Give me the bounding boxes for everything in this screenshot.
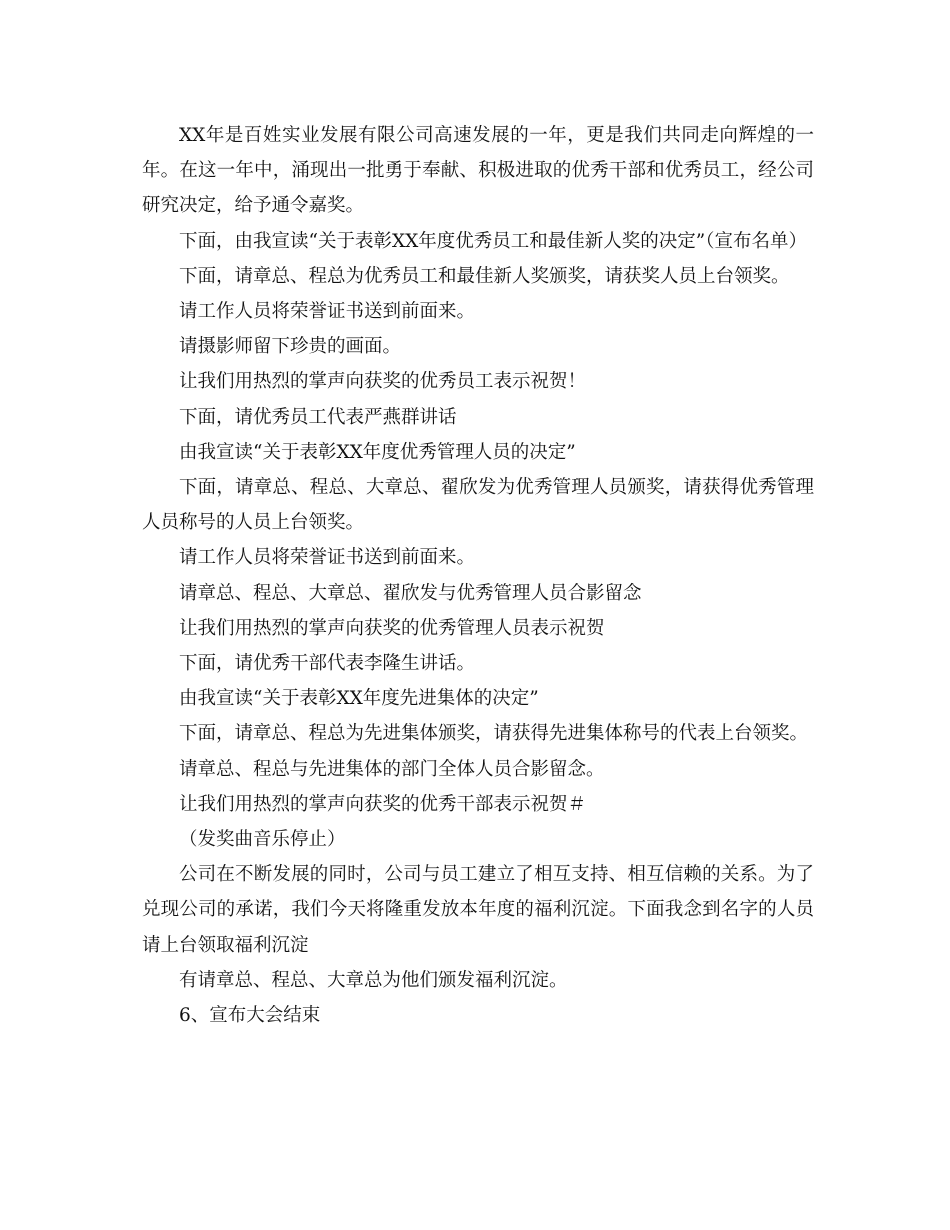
paragraph: 下面，请章总、程总为优秀员工和最佳新人奖颁奖，请获奖人员上台领奖。 — [179, 265, 790, 287]
paragraph: 由我宣读“关于表彰XX年度优秀管理人员的决定” — [179, 441, 576, 463]
paragraph: 让我们用热烈的掌声向获奖的优秀管理人员表示祝贺 — [179, 617, 605, 639]
paragraph: 公司在不断发展的同时，公司与员工建立了相互支持、相互信赖的关系。为了兑现公司的承诺，我们今天将隆重发放本年度的福利沉淀。下面我念到名字的人员请上台领取福利沉淀 — [142, 864, 814, 956]
paragraph: 请章总、程总、大章总、翟欣发与优秀管理人员合影留念 — [179, 582, 642, 604]
paragraph: 下面，由我宣读“关于表彰XX年度优秀员工和最佳新人奖的决定”（宣布名单） — [179, 230, 808, 252]
paragraph: 有请章总、程总、大章总为他们颁发福利沉淀。 — [179, 969, 568, 991]
paragraph: 让我们用热烈的掌声向获奖的优秀员工表示祝贺！ — [179, 371, 587, 393]
paragraph: 请工作人员将荣誉证书送到前面来。 — [179, 547, 476, 569]
paragraph: 下面，请章总、程总、大章总、翟欣发为优秀管理人员颁奖，请获得优秀管理人员称号的人员上台领奖。 — [142, 477, 814, 534]
document-body — [142, 118, 814, 1033]
paragraph: 下面，请优秀员工代表严燕群讲话 — [179, 406, 457, 428]
paragraph: 下面，请章总、程总为先进集体颁奖，请获得先进集体称号的代表上台领奖。 — [179, 723, 809, 745]
paragraph: XX年是百姓实业发展有限公司高速发展的一年，更是我们共同走向辉煌的一年。在这一年中，涌现出一批勇于奉献、积极进取的优秀干部和优秀员工，经公司研究决定，给予通令嘉奖。 — [142, 125, 814, 217]
paragraph: 6、宣布大会结束 — [179, 1005, 321, 1027]
paragraph: 由我宣读“关于表彰XX年度先进集体的决定” — [179, 688, 539, 710]
paragraph: 请工作人员将荣誉证书送到前面来。 — [179, 301, 476, 323]
paragraph: 让我们用热烈的掌声向获奖的优秀干部表示祝贺＃ — [179, 793, 587, 815]
paragraph: 下面，请优秀干部代表李隆生讲话。 — [179, 653, 476, 675]
paragraph: （发奖曲音乐停止） — [179, 829, 346, 851]
paragraph: 请摄影师留下珍贵的画面。 — [179, 336, 402, 358]
paragraph: 请章总、程总与先进集体的部门全体人员合影留念。 — [179, 758, 605, 780]
